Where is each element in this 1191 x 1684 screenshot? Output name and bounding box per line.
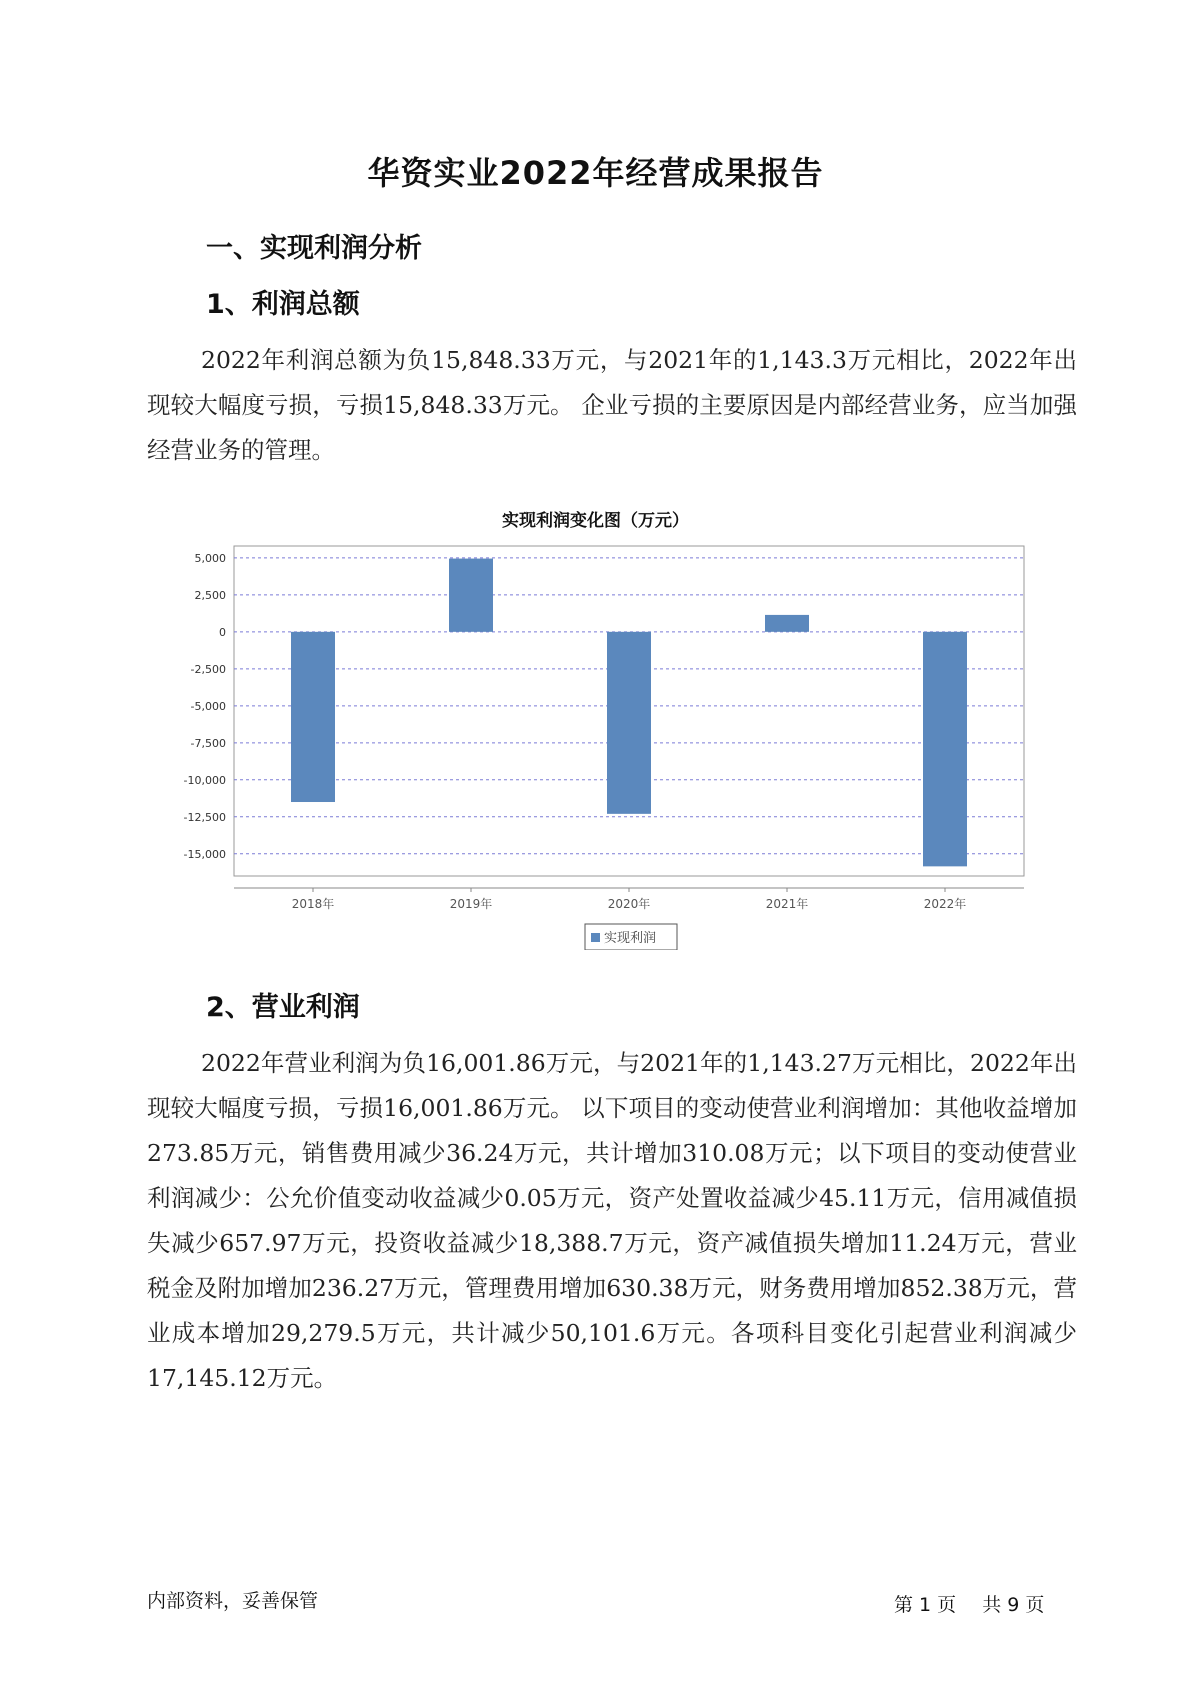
profit-bar-chart [150,530,1040,950]
bar [291,632,335,802]
y-tick-label: -15,000 [183,847,226,861]
page-number [894,1590,1050,1617]
confidential-note: 内部资料，妥善保管 [147,1590,319,1612]
page-current: 1 [919,1594,932,1616]
y-tick-label: 2,500 [194,588,226,602]
x-tick-label: 2021年 [765,897,809,911]
bar [449,559,493,632]
page-total: 9 [1007,1594,1020,1616]
y-tick-label: 5,000 [194,551,226,565]
paragraph-total-profit: 2022年利润总额为负15,848.33万元，与2021年的1,143.3万元相比，2022年出现较大幅度亏损，亏损15,848.33万元。 企业亏损的主要原因是内部经营业务，应当加强经营业务的管理。 [147,346,1077,464]
bar [923,632,967,867]
y-tick-label: 0 [219,625,226,639]
y-tick-label: -10,000 [183,773,226,787]
x-tick-label: 2022年 [923,897,967,911]
chart-title: 实现利润变化图（万元） [502,511,689,531]
total-label-suffix: 页 [1025,1594,1045,1616]
y-tick-label: -2,500 [190,662,226,676]
x-tick-label: 2019年 [449,897,493,911]
subheading-total-profit: 1、利润总额 [206,289,360,320]
x-tick-label: 2020年 [607,897,651,911]
legend-label: 实现利润 [604,931,657,946]
bar [607,632,651,814]
y-tick-label: -12,500 [183,810,226,824]
x-tick-label: 2018年 [291,897,335,911]
page-label-prefix: 第 [894,1594,914,1616]
subheading-operating-profit: 2、营业利润 [206,992,360,1023]
bar [765,615,809,632]
total-label-prefix: 共 [982,1594,1002,1616]
paragraph-operating-profit: 2022年营业利润为负16,001.86万元，与2021年的1,143.27万元相比，2022年出现较大幅度亏损，亏损16,001.86万元。 以下项目的变动使营业利润增加：其他收益增加273.85万元，销售费用减少36.24万元，共计增加310.08万元；以下项目的变动使营业利润减少：公允价值变动收益减少0.05万元，资产处置收益减少45.11万元，信用减值损失减少657.97万元，投资收益减少18,388.7万元，资产减值损失增加11.24万元，营业税金及附加增加236.27万元，管理费用增加630.38万元，财务费用增加852.38万元，营业成本增加29,279.5万元，共计减少50,101.6万元。各项科目变化引起营业利润减少17,145.12万元。 [147,1049,1077,1392]
report-title: 华资实业2022年经营成果报告 [367,154,824,192]
legend-swatch [591,933,600,942]
y-tick-label: -7,500 [190,736,226,750]
section-heading-profit-analysis: 一、实现利润分析 [206,233,422,264]
page-label-suffix: 页 [937,1594,957,1616]
y-tick-label: -5,000 [190,699,226,713]
